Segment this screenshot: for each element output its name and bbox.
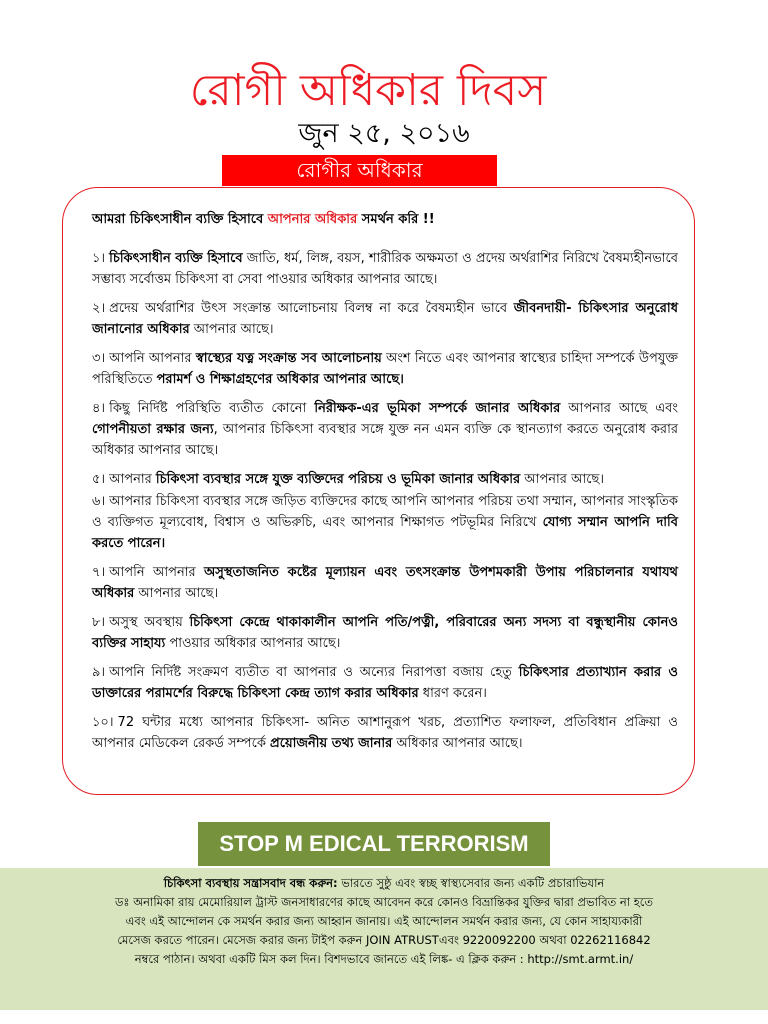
item-emphasis: নিরীক্ষক-এর ভূমিকা সম্পর্কে জানার অধিকার [314, 401, 561, 416]
item-text: কিছু নির্দিষ্ট পরিস্থিতি ব্যতীত কোনো [109, 401, 315, 416]
item-text: , আপনার চিকিৎসা ব্যবস্থার সঙ্গে যুক্ত নন এমন ব্যক্তি কে স্থানত্যাগ করতে অনুরোধ করার অধিকার আপনার আছে। [92, 422, 678, 458]
right-item-3 [92, 348, 678, 390]
intro-text: আমরা চিকিৎসাধীন ব্যক্তি হিসাবে [92, 212, 268, 227]
intro-highlight: আপনার অধিকার [267, 212, 358, 227]
item-emphasis: চিকিৎসা কেন্দ্রে থাকাকালীন আপনি পতি/পত্নী, পরিবারের অন্য সদস্য বা বন্ধুস্থানীয় কোনও ব্যক্তির সাহায্য [92, 615, 679, 651]
item-text: আপনি আপনার [109, 565, 205, 580]
item-number: ৮। [92, 615, 106, 630]
item-text: আপনি নির্দিষ্ট সংক্রমণ ব্যতীত বা আপনার ও অন্যের নিরাপত্তা বজায় হেতু [109, 665, 519, 680]
footer-line-1 [20, 874, 748, 893]
item-emphasis: স্বাস্থ্যের যত্ন সংক্রান্ত সব আলোচনায় [195, 351, 382, 366]
right-item-10 [92, 712, 678, 754]
item-number: ৭। [92, 565, 106, 580]
item-emphasis: গোপনীয়তা রক্ষার জন্য [92, 422, 214, 437]
item-emphasis: পরামর্শ ও শিক্ষাগ্রহণের অধিকার আপনার আছে। [156, 372, 404, 387]
right-item-5 [92, 469, 678, 490]
item-text: জাতি, ধর্ম, লিঙ্গ, বয়স, শারীরিক অক্ষমতা ও প্রদেয় অর্থরাশির নিরিখে বৈষম্যহীনভাবে সম্ভাব্য সর্বোত্তম চিকিৎসা বা সেবা পাওয়ার অধিকার আপনার আছে। [92, 251, 679, 287]
item-number: ১। [92, 251, 106, 266]
footer-line-2: ডঃ অনামিকা রায় মেমোরিয়াল ট্রাস্ট জনসাধারণের কাছে আবেদন করে কোনও বিভ্রান্তিকর যুক্তির দ্বারা প্রভাবিত না হতে [114, 895, 654, 909]
footer-line-3: এবং এই আন্দোলন কে সমর্থন করার জন্য আহ্বান জানায়। এই আন্দোলন সমর্থন করার জন্য, যে কোন সাহায্যকারী [125, 914, 643, 928]
item-text: 72 ঘন্টার মধ্যে আপনার চিকিৎসা- অনিত আশানুরূপ খরচ, প্রত্যাশিত ফলাফল, প্রতিবিধান প্রক্রিয়া ও আপনার মেডিকেল রেকর্ড সম্পর্কে [92, 715, 678, 751]
item-number: ৪। [92, 401, 106, 416]
item-number: ২। [92, 301, 106, 316]
item-number: ৬। [92, 494, 106, 509]
right-item-8 [92, 612, 678, 654]
item-text: অসুস্থ অবস্থায় [109, 615, 190, 630]
campaign-banner: STOP M EDICAL TERRORISM [198, 822, 550, 866]
item-text: আপনার আছে। [520, 472, 605, 487]
campaign-url: http://smt.armt.in/ [527, 952, 634, 966]
right-item-9 [92, 662, 678, 704]
item-number: ৩। [92, 351, 106, 366]
item-text: প্রদেয় অর্থরাশির উৎস সংক্রান্ত আলোচনায় বিলম্ব না করে বৈষম্যহীন ভাবে [109, 301, 514, 316]
item-number: ৫। [92, 472, 106, 487]
intro-text: সমর্থন করি !! [357, 212, 435, 227]
footer-line-4: মেসেজ করতে পারেন। মেসেজ করার জন্য টাইপ করুন JOIN ATRUSTএবং 9220092200 অথবা 02262116842 [117, 933, 651, 947]
right-item-7 [92, 562, 678, 604]
rights-intro [92, 209, 678, 230]
item-emphasis: চিকিৎসার প্রত্যাখ্যান করার ও ডাক্তারের পরামর্শের বিরুদ্ধে চিকিৎসা কেন্দ্র ত্যাগ করার অধিকার [92, 665, 678, 701]
item-emphasis: প্রয়োজনীয় তথ্য জানার [270, 736, 393, 751]
item-text: আপনি আপনার [109, 351, 196, 366]
footer-lead-rest: ভারতে সুষ্ঠু এবং স্বচ্ছ স্বাস্থ্যসেবার জন্য একটি প্রচারাভিযান [337, 876, 605, 890]
section-banner: রোগীর অধিকার [222, 155, 497, 186]
item-text: ধারণ করেন। [418, 686, 487, 701]
item-text: আপনার [109, 472, 156, 487]
item-emphasis: চিকিৎসা ব্যবস্থার সঙ্গে যুক্ত ব্যক্তিদের পরিচয় ও ভূমিকা জানার অধিকার [155, 472, 521, 487]
item-text: পাওয়ার অধিকার আপনার আছে। [165, 636, 341, 651]
campaign-footer [0, 868, 768, 1010]
rights-box [62, 187, 695, 795]
footer-last-text: নম্বরে পাঠান। অথবা একটি মিস কল দিন। বিশদভাবে জানতে এই লিঙ্ক- এ ক্লিক করুন : [134, 952, 528, 966]
item-emphasis: অসুস্থতাজনিত কষ্টের মূল্যায়ন এবং তৎসংক্রান্ত উপশমকারী উপায় পরিচালনার যথাযথ অধিকার [92, 565, 678, 601]
page-title: রোগী অধিকার দিবস [189, 65, 547, 116]
event-date: জুন ২৫, ২০১৬ [298, 118, 470, 149]
item-text: অংশ নিতে এবং আপনার স্বাস্থ্যের চাহিদা সম্পর্কে উপযুক্ত পরিস্থিতিতে [92, 351, 678, 387]
item-number: ১০। [92, 715, 114, 730]
item-text: আপনার আছে এবং [560, 401, 678, 416]
footer-line-5 [20, 950, 748, 969]
right-item-1 [92, 248, 678, 290]
item-emphasis: জীবনদায়ী- চিকিৎসার অনুরোধ জানানোর অধিকার [92, 301, 678, 337]
item-text: আপনার চিকিৎসা ব্যবস্থার সঙ্গে জড়িত ব্যক্তিদের কাছে আপনি আপনার পরিচয় তথা সম্মান, আপনার সাংস্কৃতিক ও ব্যক্তিগত মূল্যবোধ, বিশ্বাস ও অভিরুচি, এবং আপনার শিক্ষাগত পটভূমির নিরিখে [92, 494, 678, 530]
right-item-4 [92, 398, 678, 461]
item-text: আপনার আছে। [134, 586, 219, 601]
right-item-2 [92, 298, 678, 340]
right-item-6 [92, 491, 678, 554]
item-number: ৯। [92, 665, 106, 680]
item-text: অধিকার আপনার আছে। [392, 736, 523, 751]
item-emphasis: যোগ্য সম্মান আপনি দাবি করতে পারেন। [92, 515, 678, 551]
item-text: আপনার আছে। [189, 322, 274, 337]
footer-lead: চিকিৎসা ব্যবস্থায় সন্ত্রাসবাদ বন্ধ করুন: [163, 876, 338, 890]
item-emphasis: চিকিৎসাধীন ব্যক্তি হিসাবে [109, 251, 243, 266]
